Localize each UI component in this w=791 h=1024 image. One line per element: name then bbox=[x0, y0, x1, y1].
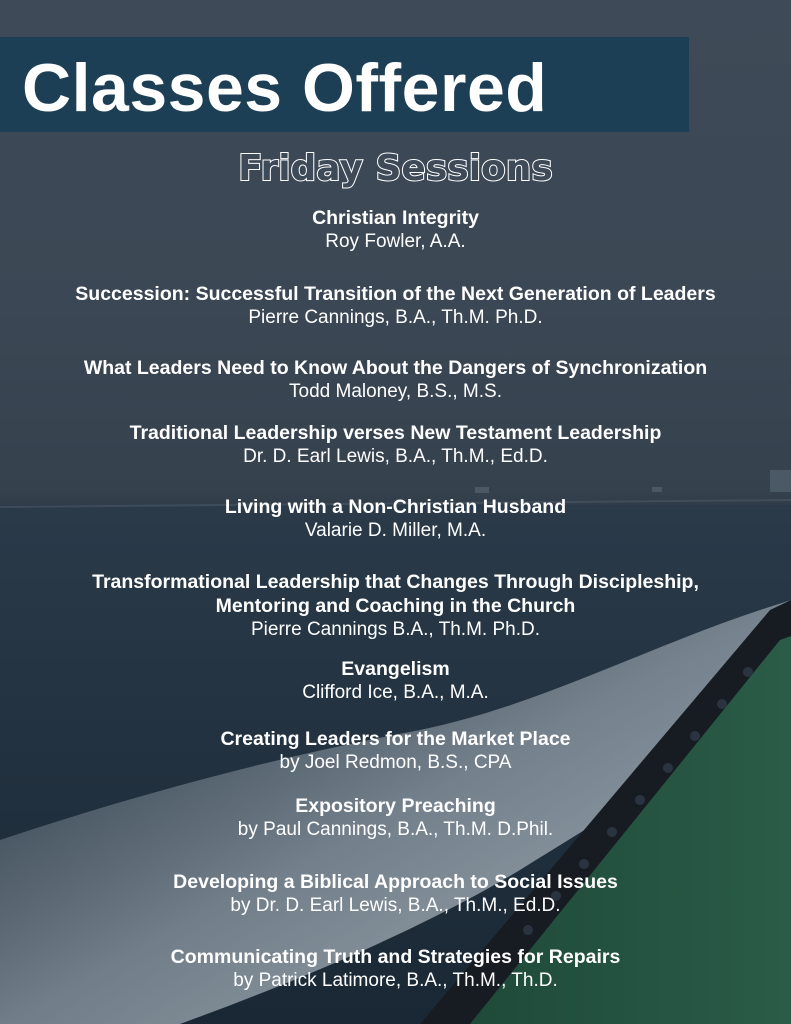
session-item bbox=[0, 727, 791, 775]
session-title: Evangelism bbox=[341, 658, 450, 680]
session-speaker: Pierre Cannings B.A., Th.M. Ph.D. bbox=[251, 619, 540, 640]
session-speaker: by Patrick Latimore, B.A., Th.M., Th.D. bbox=[233, 970, 558, 991]
session-title: Succession: Successful Transition of the Next Generation of Leaders bbox=[75, 283, 716, 305]
session-title: Communicating Truth and Strategies for Repairs bbox=[170, 946, 621, 968]
session-speaker: Dr. D. Earl Lewis, B.A., Th.M., Ed.D. bbox=[243, 446, 548, 467]
session-item bbox=[0, 870, 791, 918]
session-speaker: by Dr. D. Earl Lewis, B.A., Th.M., Ed.D. bbox=[230, 895, 561, 916]
session-item bbox=[0, 356, 791, 404]
session-item bbox=[0, 794, 791, 842]
session-item bbox=[0, 495, 791, 543]
session-title: Traditional Leadership verses New Testament Leadership bbox=[129, 422, 662, 444]
session-title: Developing a Biblical Approach to Social Issues bbox=[173, 871, 618, 893]
session-speaker: Clifford Ice, B.A., M.A. bbox=[302, 682, 489, 703]
session-item bbox=[0, 657, 791, 705]
session-item bbox=[0, 206, 791, 254]
page-title: Classes Offered bbox=[22, 50, 548, 126]
session-title: Transformational Leadership that Changes Through Discipleship, bbox=[92, 571, 699, 593]
session-speaker: Valarie D. Miller, M.A. bbox=[304, 520, 487, 541]
session-item bbox=[0, 945, 791, 993]
session-title: Living with a Non-Christian Husband bbox=[224, 496, 567, 518]
session-title: Christian Integrity bbox=[312, 207, 479, 229]
session-item bbox=[0, 570, 791, 642]
session-item bbox=[0, 421, 791, 469]
page-subtitle: Friday Sessions bbox=[238, 148, 553, 189]
session-speaker: Pierre Cannings, B.A., Th.M. Ph.D. bbox=[248, 307, 543, 328]
session-title: Expository Preaching bbox=[295, 795, 496, 817]
session-speaker: Todd Maloney, B.S., M.S. bbox=[289, 381, 502, 402]
session-item bbox=[0, 282, 791, 330]
session-speaker: by Paul Cannings, B.A., Th.M. D.Phil. bbox=[237, 819, 554, 840]
session-title: Creating Leaders for the Market Place bbox=[220, 728, 571, 750]
session-speaker: by Joel Redmon, B.S., CPA bbox=[279, 752, 512, 773]
session-title: What Leaders Need to Know About the Dangers of Synchronization bbox=[83, 357, 708, 379]
session-title-line-2: Mentoring and Coaching in the Church bbox=[215, 595, 576, 617]
session-speaker: Roy Fowler, A.A. bbox=[325, 231, 466, 252]
